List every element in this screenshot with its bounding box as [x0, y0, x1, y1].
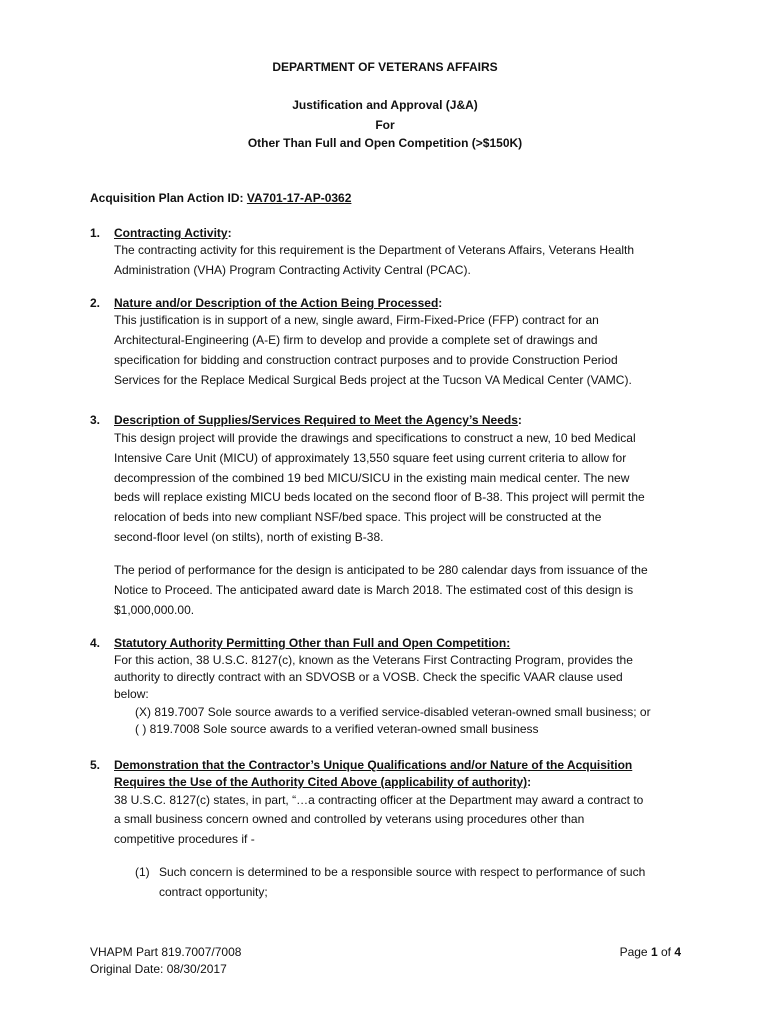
section-3-line: decompression of the combined 19 bed MICU/SICU in the existing main medical center. The new [114, 471, 630, 485]
section-2-line: specification for bidding and construction contract purposes and to provide Construction Period [114, 353, 618, 367]
section-4-line: For this action, 38 U.S.C. 8127(c), known as the Veterans First Contracting Program, provides the [114, 653, 633, 667]
section-3-colon: : [517, 413, 522, 427]
section-5-heading-line1: Demonstration that the Contractor’s Unique Qualifications and/or Nature of the Acquisition [114, 758, 633, 772]
section-5-colon: : [527, 775, 532, 789]
footer-original-date: Original Date: 08/30/2017 [90, 962, 227, 976]
section-3-line: beds will replace existing MICU beds located on the second floor of B-38. This project will permit the [114, 490, 645, 504]
footer-part: VHAPM Part 819.7007/7008 [90, 945, 242, 959]
section-4-heading: Statutory Authority Permitting Other than Full and Open Competition: [114, 636, 511, 650]
section-5-item-line: contract opportunity; [159, 885, 268, 899]
section-5-number: 5. [90, 758, 101, 772]
document-subtitle: Other Than Full and Open Competition (>$150K) [247, 136, 523, 150]
current-page: 1 [650, 945, 658, 959]
section-2-heading [114, 296, 442, 310]
section-5-item-number: (1) [135, 865, 150, 879]
acquisition-plan-id: VA701-17-AP-0362 [246, 191, 352, 205]
section-5-line: competitive procedures if - [114, 832, 255, 846]
section-3-period-line: Notice to Proceed. The anticipated award date is March 2018. The estimated cost of this design is [114, 583, 634, 597]
document-title: Justification and Approval (J&A) [292, 98, 478, 112]
of-label: of [657, 945, 675, 959]
section-3-period-line: $1,000,000.00. [114, 603, 195, 617]
total-pages: 4 [674, 945, 681, 959]
acquisition-plan-label: Acquisition Plan Action ID: [90, 191, 247, 205]
section-4-line: below: [114, 687, 149, 701]
section-3-line: relocation of beds into new compliant NSF/bed space. This project will be constructed at the [114, 510, 602, 524]
section-5-heading-line2 [114, 775, 531, 789]
section-1-heading [114, 226, 232, 240]
section-5-item-line: Such concern is determined to be a responsible source with respect to performance of such [159, 865, 646, 879]
section-4-option-sdvosb: (X) 819.7007 Sole source awards to a verified service-disabled veteran-owned small business; or [135, 705, 651, 719]
section-1-number: 1. [90, 226, 101, 240]
section-4-line: authority to directly contract with an SDVOSB or a VOSB. Check the specific VAAR clause used [114, 670, 623, 684]
section-5-line: a small business concern owned and controlled by veterans using procedures other than [114, 812, 585, 826]
page-label: Page [619, 945, 651, 959]
section-1-line: Administration (VHA) Program Contracting Activity Central (PCAC). [114, 263, 471, 277]
section-3-period-line: The period of performance for the design is anticipated to be 280 calendar days from issuance of the [114, 563, 648, 577]
section-3-line: This design project will provide the drawings and specifications to construct a new, 10 bed Medical [114, 431, 636, 445]
section-3-line: second-floor level (on stilts), north of existing B-38. [114, 530, 384, 544]
section-1-line: The contracting activity for this requirement is the Department of Veterans Affairs, Veterans Health [114, 243, 635, 257]
section-1-colon: : [227, 226, 232, 240]
section-4-option-vosb: ( ) 819.7008 Sole source awards to a verified veteran-owned small business [135, 722, 539, 736]
section-5-line: 38 U.S.C. 8127(c) states, in part, “…a contracting officer at the Department may award a contract to [114, 793, 644, 807]
section-3-line: Intensive Care Unit (MICU) of approximately 13,550 square feet using current criteria to allow for [114, 451, 627, 465]
section-2-line: This justification is in support of a new, single award, Firm-Fixed-Price (FFP) contract for an [114, 313, 599, 327]
acquisition-plan-line [90, 191, 351, 205]
section-2-colon: : [438, 296, 443, 310]
section-2-line: Services for the Replace Medical Surgical Beds project at the Tucson VA Medical Center (VAMC). [114, 373, 632, 387]
section-5-heading-text: Requires the Use of the Authority Cited Above (applicability of authority) [114, 775, 528, 789]
title-for: For [375, 118, 395, 132]
section-2-number: 2. [90, 296, 101, 310]
section-3-heading [114, 413, 522, 427]
section-3-heading-text: Description of Supplies/Services Required to Meet the Agency’s Needs [114, 413, 518, 427]
section-2-line: Architectural-Engineering (A-E) firm to develop and provide a complete set of drawings and [114, 333, 598, 347]
department-title: DEPARTMENT OF VETERANS AFFAIRS [272, 60, 498, 74]
section-1-heading-text: Contracting Activity [114, 226, 228, 240]
footer-page-number [600, 944, 681, 961]
section-2-heading-text: Nature and/or Description of the Action Being Processed [114, 296, 439, 310]
section-3-number: 3. [90, 413, 101, 427]
section-4-number: 4. [90, 636, 101, 650]
